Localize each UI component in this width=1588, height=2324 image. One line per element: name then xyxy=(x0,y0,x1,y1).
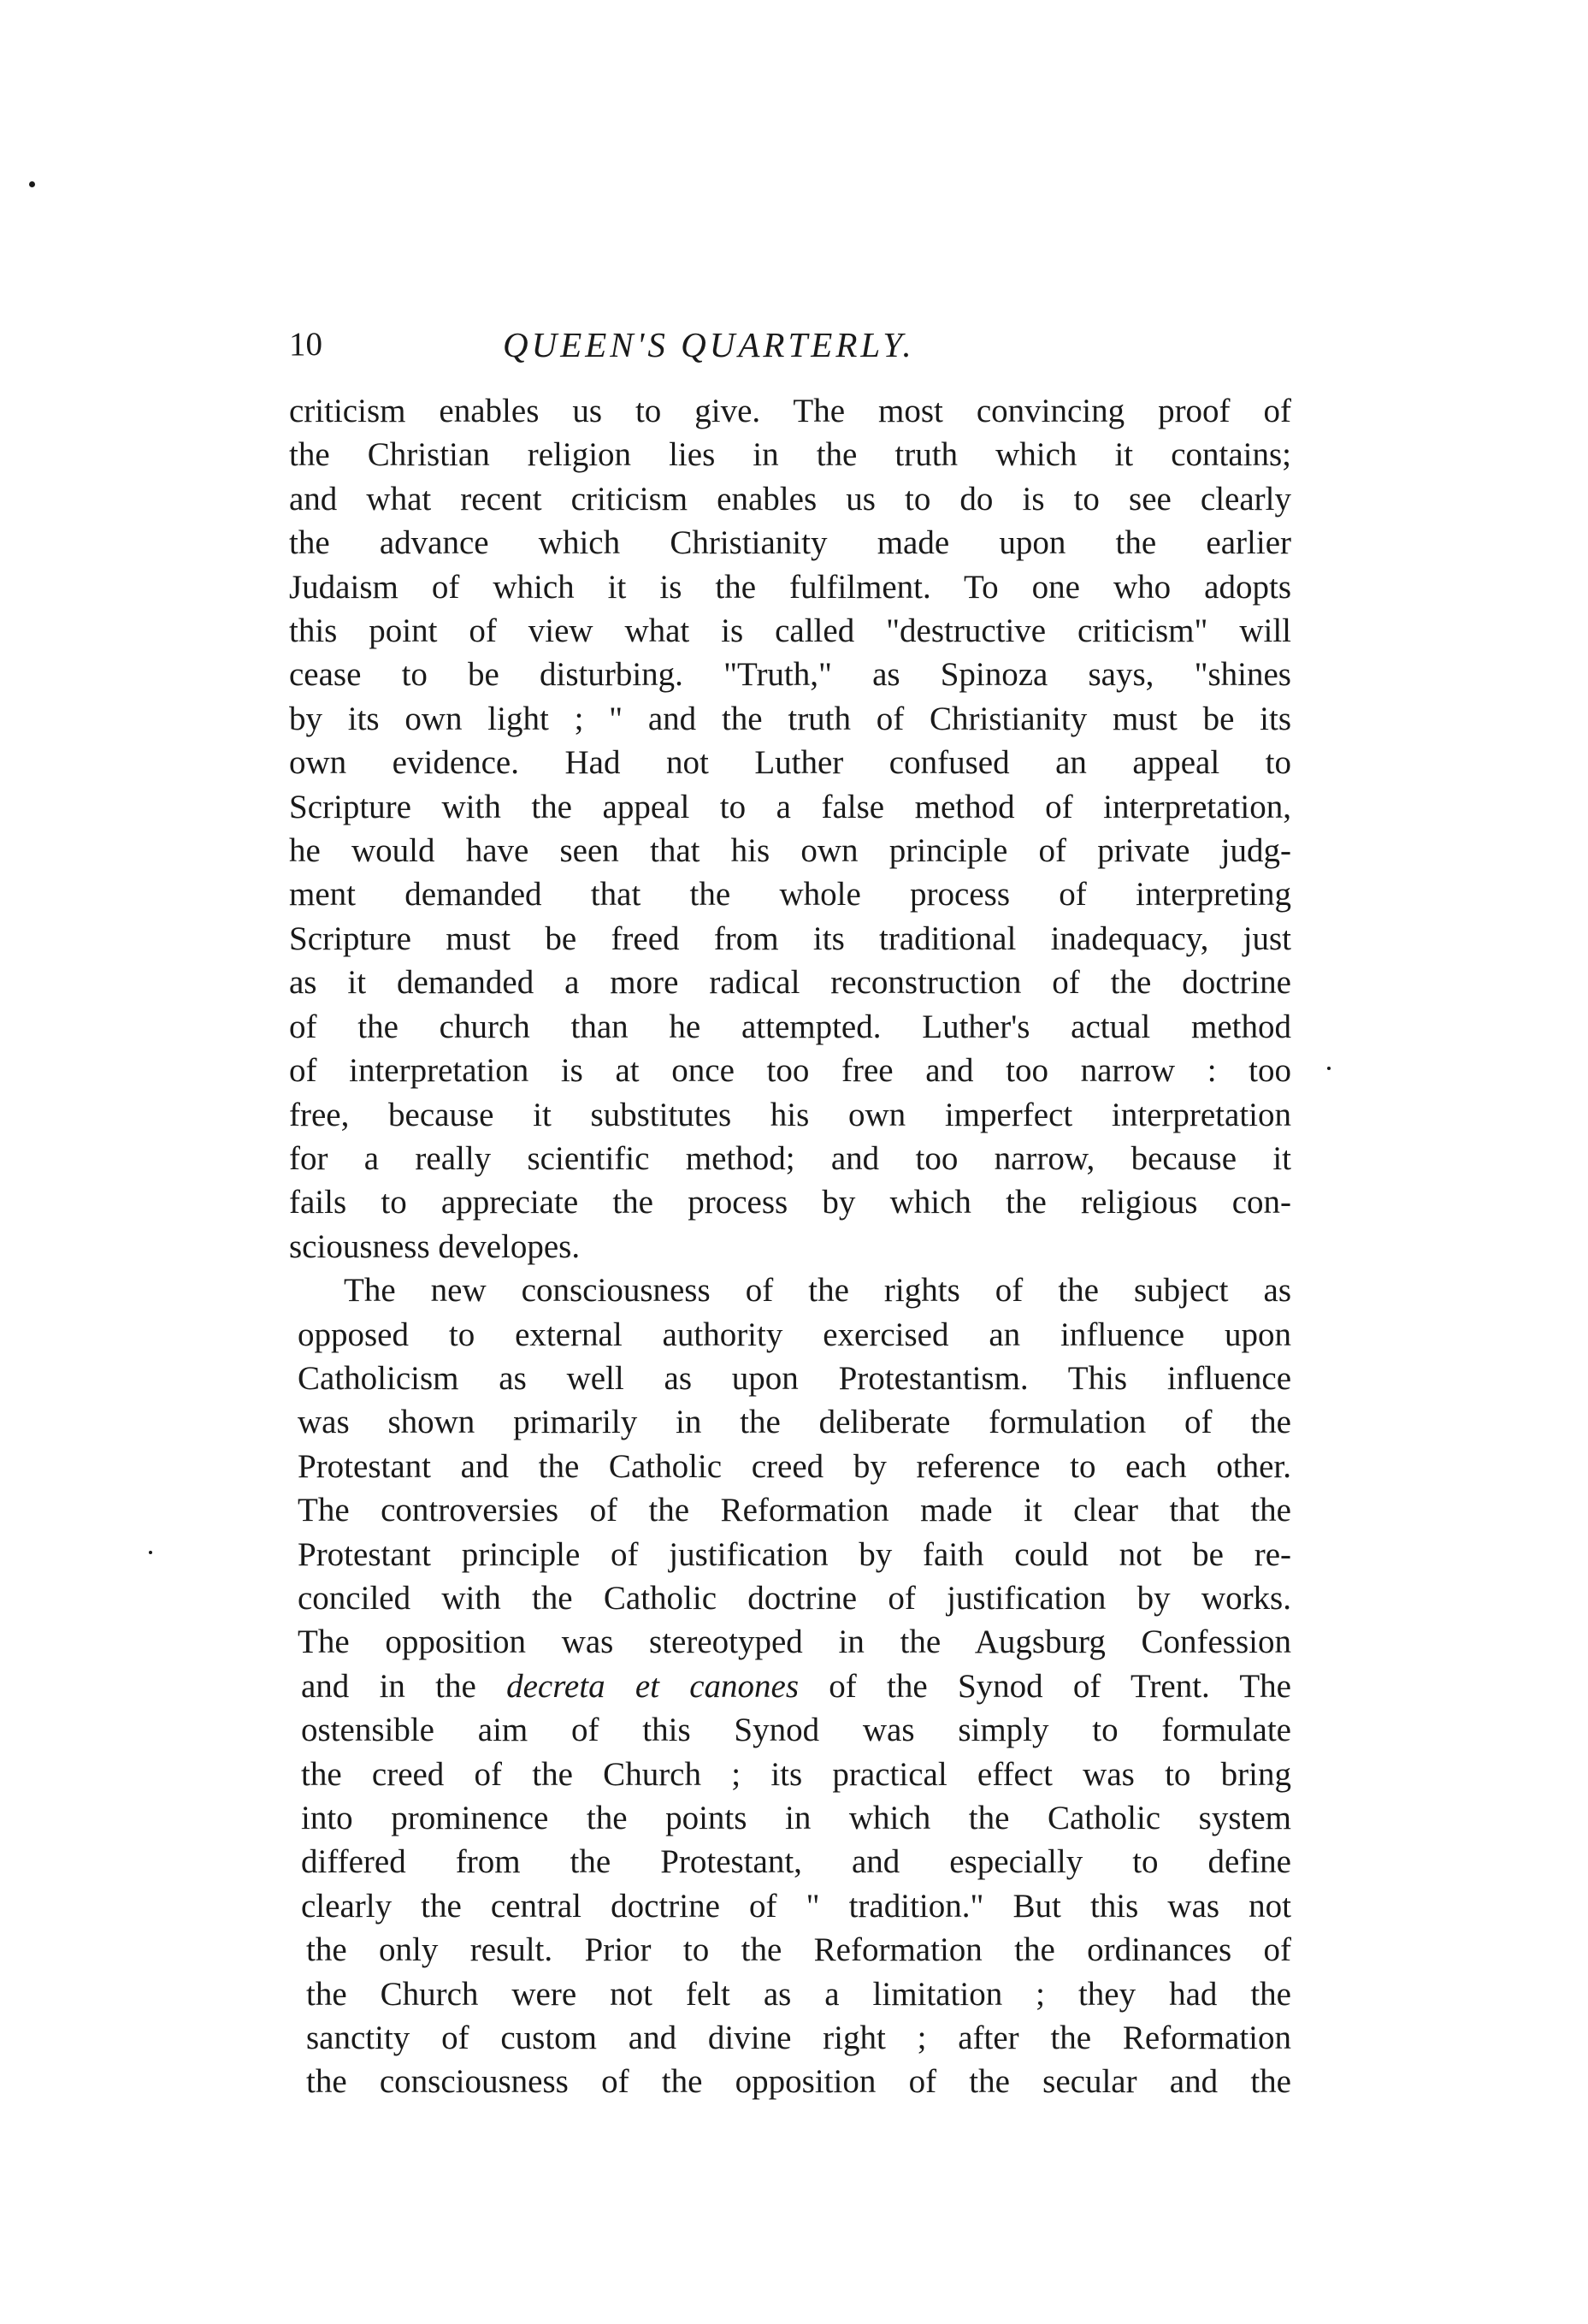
text-line: Judaism of which it is the fulfilment. To one who adopts xyxy=(289,568,1291,606)
print-speck xyxy=(1327,1067,1331,1070)
text-line: sciousness developes. xyxy=(289,1227,581,1265)
paragraph-1 xyxy=(289,389,1291,1268)
body-text xyxy=(289,389,1291,2104)
text-line: conciled with the Catholic doctrine of justification by works. xyxy=(298,1579,1291,1617)
text-line: the creed of the Church ; its practical effect was to bring xyxy=(301,1755,1291,1793)
text-line: by its own light ; " and the truth of Christianity must be its xyxy=(289,700,1291,737)
text-line: cease to be disturbing. "Truth," as Spinoza says, "shines xyxy=(289,656,1291,694)
text-line: The opposition was stereotyped in the Augsburg Confession xyxy=(298,1623,1291,1661)
text-line: differed from the Protestant, and especially to define xyxy=(301,1843,1291,1881)
text-line: The controversies of the Reformation made it clear that the xyxy=(298,1492,1291,1529)
text-line: Scripture must be freed from its traditional inadequacy, just xyxy=(289,920,1291,957)
text-line: the advance which Christianity made upon the earlier xyxy=(289,524,1291,562)
text-line: into prominence the points in which the Catholic system xyxy=(301,1800,1291,1836)
text-segment: and in the xyxy=(301,1667,507,1705)
print-speck xyxy=(29,181,35,187)
italic-phrase: decreta et canones xyxy=(506,1667,800,1705)
paragraph-2 xyxy=(289,1268,1291,2104)
text-line: Protestant principle of justification by faith could not be re- xyxy=(298,1535,1291,1573)
page-number: 10 xyxy=(289,326,322,363)
text-line: Protestant and the Catholic creed by reference to each other. xyxy=(298,1447,1291,1485)
text-line: Catholicism as well as upon Protestantism. This influence xyxy=(298,1359,1291,1397)
text-line: The new consciousness of the rights of the subject as xyxy=(344,1272,1291,1310)
text-line: opposed to external authority exercised an influence upon xyxy=(298,1316,1291,1353)
text-line: this point of view what is called "destructive criticism" will xyxy=(289,612,1291,650)
running-head: QUEEN'S QUARTERLY. xyxy=(503,325,915,364)
text-line-italic-phrase xyxy=(289,1665,1291,1708)
print-speck xyxy=(149,1551,152,1554)
text-line: sanctity of custom and divine right ; after the Reformation xyxy=(306,2019,1291,2057)
text-line: Scripture with the appeal to a false method of interpretation, xyxy=(289,788,1291,825)
text-line: of interpretation is at once too free and too narrow : too xyxy=(289,1052,1291,1090)
text-line: the consciousness of the opposition of the secular and the xyxy=(306,2063,1291,2101)
text-line: clearly the central doctrine of " tradition." But this was not xyxy=(301,1887,1291,1925)
text-line: as it demanded a more radical reconstruction of the doctrine xyxy=(289,964,1291,1002)
text-line: fails to appreciate the process by which the religious con- xyxy=(289,1184,1291,1221)
text-line: criticism enables us to give. The most convincing proof of xyxy=(289,393,1291,429)
text-line: of the church than he attempted. Luther's actual method xyxy=(289,1008,1291,1045)
text-line: ment demanded that the whole process of interpreting xyxy=(289,876,1291,914)
text-line: the Church were not felt as a limitation ; they had the xyxy=(306,1975,1291,2013)
page-header xyxy=(289,315,1298,375)
text-line: own evidence. Had not Luther confused an appeal to xyxy=(289,744,1291,782)
text-line: the Christian religion lies in the truth which it contains; xyxy=(289,436,1291,474)
text-line: free, because it substitutes his own imperfect interpretation xyxy=(289,1096,1291,1133)
text-line: was shown primarily in the deliberate formulation of the xyxy=(298,1404,1291,1441)
text-line: ostensible aim of this Synod was simply to formulate xyxy=(301,1712,1291,1749)
text-line: for a really scientific method; and too narrow, because it xyxy=(289,1139,1291,1177)
text-line: he would have seen that his own principle of private judg- xyxy=(289,832,1291,870)
text-line: the only result. Prior to the Reformation the ordinances of xyxy=(306,1931,1291,1969)
text-line: and what recent criticism enables us to do is to see clearly xyxy=(289,480,1291,517)
text-segment: of the Synod of Trent. The xyxy=(799,1667,1291,1705)
